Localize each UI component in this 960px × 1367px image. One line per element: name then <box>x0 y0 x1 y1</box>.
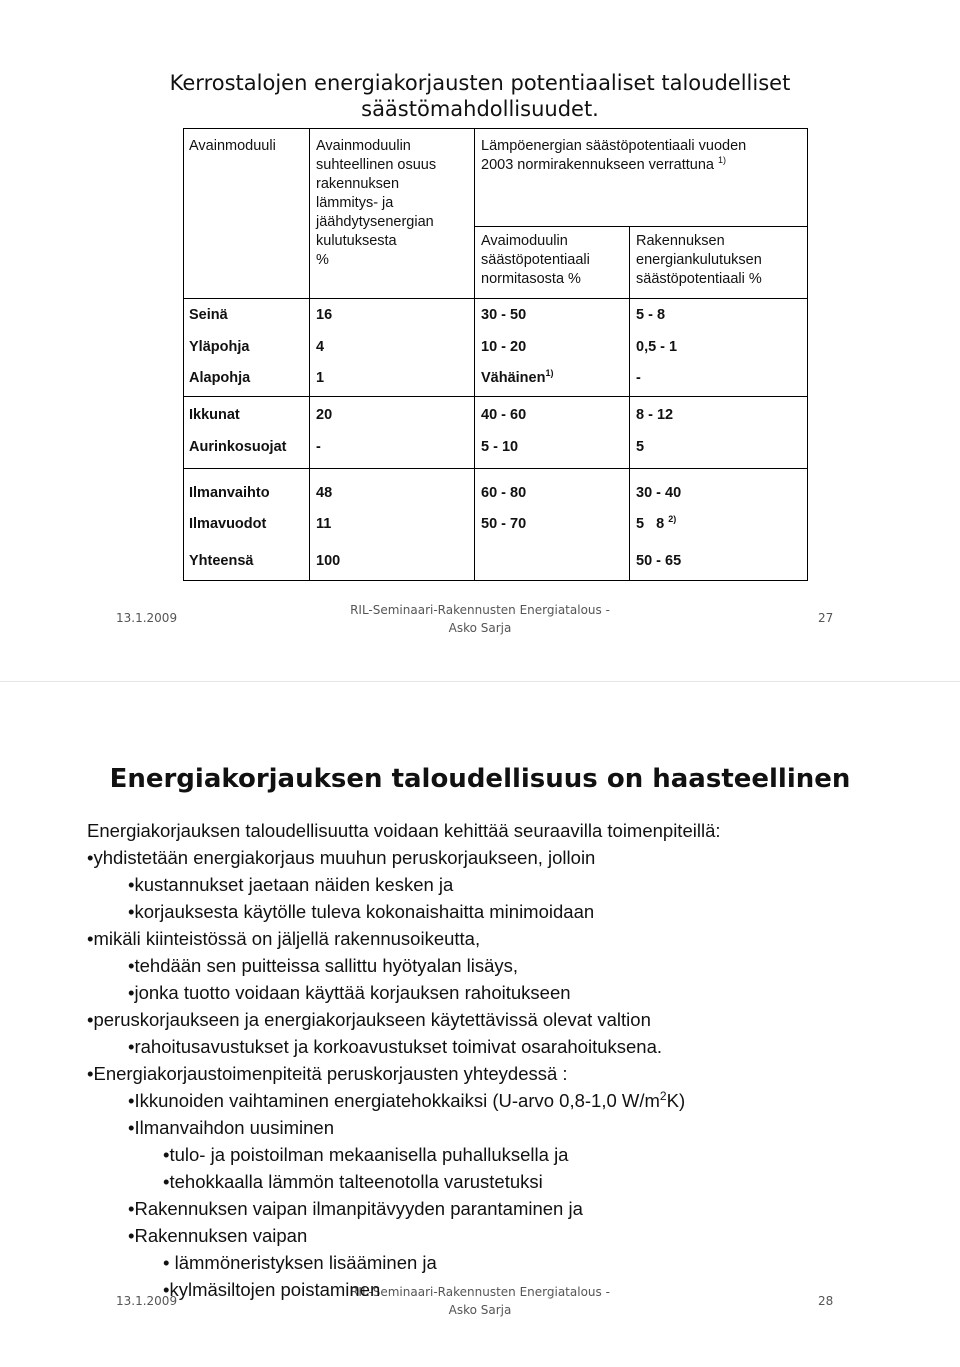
row-norm: 10 - 20 <box>481 339 527 355</box>
row-norm: 60 - 80 <box>481 485 527 501</box>
footer-date: 13.1.2009 <box>116 1294 178 1308</box>
title-line-1: Kerrostalojen energiakorjausten potentiaaliset taloudelliset <box>169 71 791 95</box>
row-building: 8 - 12 <box>636 407 674 423</box>
row-module: Seinä <box>189 307 228 323</box>
header-group: Lämpöenergian säästöpotentiaali vuoden 2003 normirakennukseen verrattuna $^{1)}$ <box>481 138 747 173</box>
row-norm: 40 - 60 <box>481 407 527 423</box>
row-building: 5 - 8 <box>636 307 666 323</box>
row-building: - <box>636 370 641 386</box>
row-norm: 5 - 10 <box>481 439 519 455</box>
slide-title <box>150 70 810 122</box>
row-share: 11 <box>316 516 332 532</box>
list-item: •rahoitusavustukset ja korkoavustukset toimivat osarahoituksena. <box>128 1036 662 1057</box>
list-item: •tehdään sen puitteissa sallittu hyötyalan lisäys, <box>128 955 519 976</box>
list-item: •Rakennuksen vaipan ilmanpitävyyden parantaminen ja <box>128 1198 583 1219</box>
header-building-savings: Rakennuksen energiankulutuksen säästöpotentiaali % <box>636 233 762 287</box>
row-building: 5 <box>636 439 645 455</box>
row-share: - <box>316 439 321 455</box>
footer-center: RIL-Seminaari-Rakennusten Energiatalous - Asko Sarja <box>350 1285 610 1317</box>
list-item: •tehokkaalla lämmön talteenotolla varustetuksi <box>163 1171 543 1192</box>
list-item: •korjauksesta käytölle tuleva kokonaishaitta minimoidaan <box>128 901 595 922</box>
row-module: Ikkunat <box>189 407 240 423</box>
row-module: Yhteensä <box>189 553 254 569</box>
list-item: • lämmöneristyksen lisääminen ja <box>163 1252 437 1273</box>
row-building: 5 8 $^{2)}$ <box>636 514 677 532</box>
list-item: •Ilmanvaihdon uusiminen <box>128 1117 334 1138</box>
list-item: •tulo- ja poistoilman mekaanisella puhalluksella ja <box>163 1144 569 1165</box>
list-item: •jonka tuotto voidaan käyttää korjauksen rahoitukseen <box>128 982 571 1003</box>
header-share: Avainmoduulin suhteellinen osuus rakennuksen lämmitys- ja jäähdytysenergian kulutuksesta % <box>316 138 437 268</box>
list-item: •yhdistetään energiakorjaus muuhun peruskorjaukseen, jolloin <box>87 847 596 868</box>
footer-center: RIL-Seminaari-Rakennusten Energiatalous - Asko Sarja <box>350 603 610 635</box>
row-building: 0,5 - 1 <box>636 339 678 355</box>
footer-page-number: 27 <box>818 611 834 625</box>
footer-date: 13.1.2009 <box>116 611 178 625</box>
header-module: Avainmoduuli <box>189 138 276 154</box>
row-share: 16 <box>316 307 333 323</box>
slide-title: Energiakorjauksen taloudellisuus on haasteellinen <box>109 764 851 794</box>
header-norm-savings: Avaimoduulin säästöpotentiaali normitasosta % <box>481 233 590 287</box>
slide-27 <box>0 0 960 682</box>
row-share: 100 <box>316 553 341 569</box>
list-item: •kylmäsiltojen poistaminen <box>163 1279 381 1300</box>
slide-28 <box>0 682 960 1367</box>
intro-line: Energiakorjauksen taloudellisuutta voidaan kehittää seuraavilla toimenpiteillä: <box>87 820 721 841</box>
row-module: Ilmanvaihto <box>189 485 270 501</box>
list-item: •peruskorjaukseen ja energiakorjaukseen käytettävissä olevat valtion <box>87 1009 651 1030</box>
row-norm: 50 - 70 <box>481 516 527 532</box>
row-module: Aurinkosuojat <box>189 439 287 455</box>
row-building: 50 - 65 <box>636 553 682 569</box>
list-item: •Rakennuksen vaipan <box>128 1225 308 1246</box>
list-item: •Energiakorjaustoimenpiteitä peruskorjausten yhteydessä : <box>87 1063 568 1084</box>
row-share: 48 <box>316 485 333 501</box>
row-norm: 30 - 50 <box>481 307 527 323</box>
row-building: 30 - 40 <box>636 485 682 501</box>
list-item: •kustannukset jaetaan näiden kesken ja <box>128 874 454 895</box>
row-share: 1 <box>316 370 325 386</box>
row-norm: Vähäinen$^{1)}$ <box>481 368 554 386</box>
row-share: 20 <box>316 407 333 423</box>
row-share: 4 <box>316 339 325 355</box>
list-item: •Ikkunoiden vaihtaminen energiatehokkaiksi (U-arvo 0,8-1,0 $W/m^2K$) <box>128 1089 686 1111</box>
title-line-2: säästömahdollisuudet. <box>361 97 599 121</box>
row-module: Yläpohja <box>189 339 250 355</box>
row-module: Ilmavuodot <box>189 516 267 532</box>
row-module: Alapohja <box>189 370 251 386</box>
list-item: •mikäli kiinteistössä on jäljellä rakennusoikeutta, <box>87 928 481 949</box>
footer-page-number: 28 <box>818 1294 834 1308</box>
